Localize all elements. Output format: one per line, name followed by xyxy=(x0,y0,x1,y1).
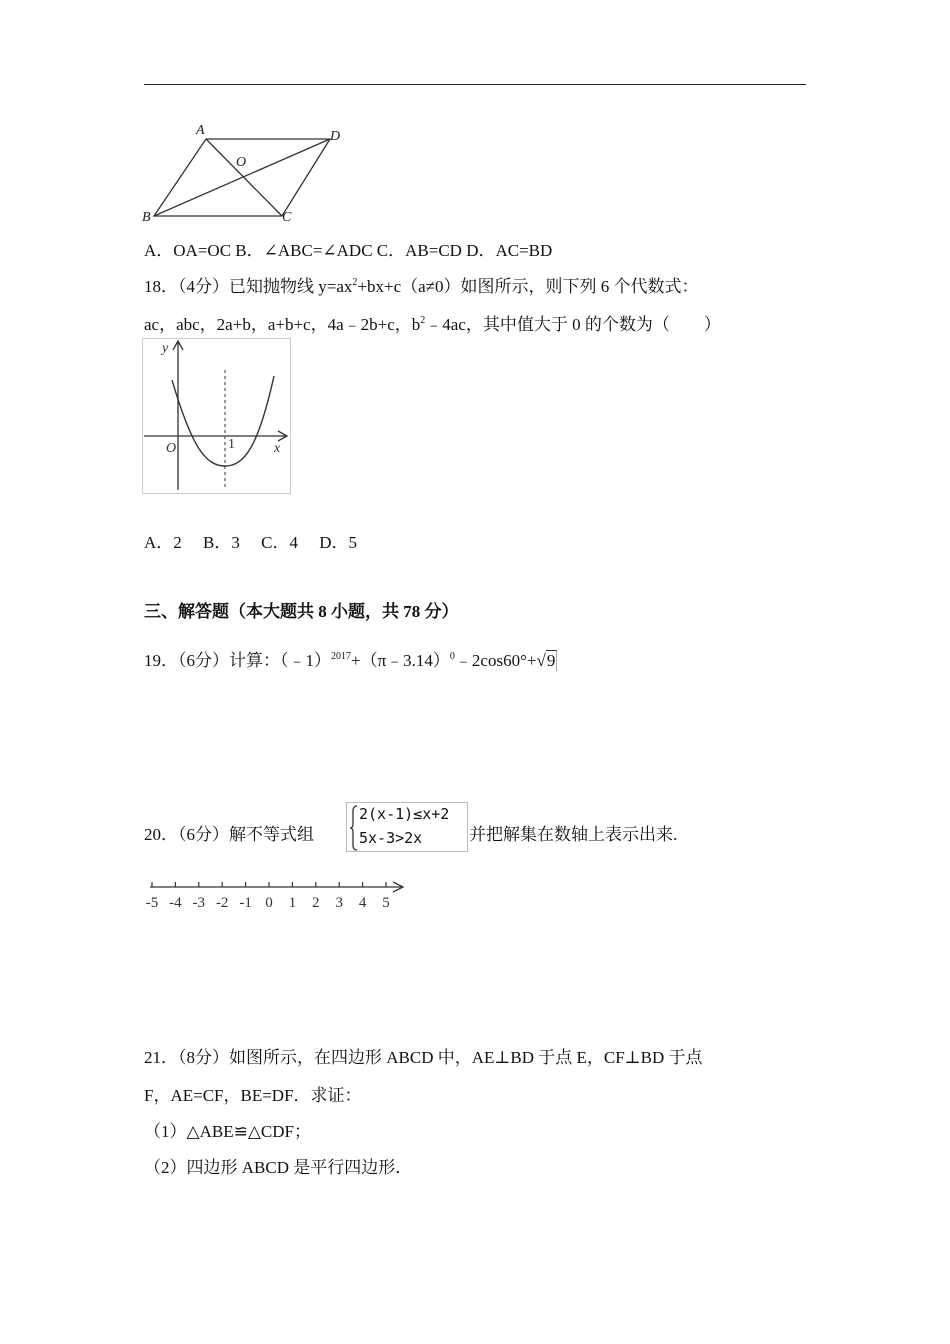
parallelogram-figure xyxy=(140,120,350,225)
graph-label-origin: O xyxy=(166,441,177,456)
q21-line2: F，AE=CF，BE=DF．求证： xyxy=(144,1086,362,1105)
number-line-label: 0 xyxy=(265,895,273,911)
graph-label-one: 1 xyxy=(228,437,235,452)
q21-part2: （2）四边形 ABCD 是平行四边形． xyxy=(144,1158,413,1177)
number-line-label: 4 xyxy=(358,895,367,911)
number-line-label: -4 xyxy=(169,895,182,911)
number-line xyxy=(140,874,410,914)
q19-line: 19．（6分）计算：（﹣1）$^{2017}$+（π﹣3.14）$^0$﹣2cos60°+√9 xyxy=(144,651,556,670)
q18-options: A．2 B．3 C．4 D．5 xyxy=(144,533,357,552)
inequality-1: 2(x-1)≤x+2 xyxy=(359,805,450,823)
number-line-label: 5 xyxy=(382,895,390,911)
diagonal-ac xyxy=(206,139,282,216)
number-line-label: 3 xyxy=(335,895,343,911)
q21-line1: 21．（8分）如图所示，在四边形 ABCD 中，AE⊥BD 于点 E，CF⊥BD 于点 xyxy=(144,1048,703,1067)
section3-title: 三、解答题（本大题共 8 小题，共 78 分） xyxy=(144,602,459,621)
q20-suffix: 并把解集在数轴上表示出来. xyxy=(469,825,678,844)
label-a: A xyxy=(196,123,205,138)
graph-frame xyxy=(143,339,291,494)
label-o: O xyxy=(236,155,247,170)
q18-line2: ac，abc，2a+b，a+b+c，4a﹣2b+c，$b^2﹣4ac$，其中值大于 0 的个数为（ ） xyxy=(144,315,721,334)
graph-label-x: x xyxy=(274,441,281,456)
number-line-label: -1 xyxy=(239,895,252,911)
q17-options: A．OA=OC B．∠ABC=∠ADC C．AB=CD D．AC=BD xyxy=(144,241,553,260)
left-brace-icon xyxy=(349,805,359,851)
inequality-2: 5x-3>2x xyxy=(359,829,423,847)
label-d: D xyxy=(330,129,341,144)
q21-part1: （1）△ABE≌△CDF； xyxy=(144,1122,311,1141)
sqrt-radicand: 9 xyxy=(546,651,556,670)
label-b: B xyxy=(142,210,151,225)
number-line-label: 1 xyxy=(288,895,297,911)
parabola-curve xyxy=(172,376,274,466)
number-line-label: 2 xyxy=(312,895,320,911)
number-line-label: -5 xyxy=(145,895,159,911)
number-line-label: -3 xyxy=(192,895,206,911)
header-rule xyxy=(144,84,806,85)
q18-line1: 18．（4分）已知抛物线 $y=ax^2+bx+c(a\ne 0)$如图所示，则下列 6 个代数式： xyxy=(144,277,699,296)
inequality-system xyxy=(346,802,468,852)
sqrt-sign: √ xyxy=(536,651,546,670)
label-c: C xyxy=(282,210,292,225)
q20-prefix: 20．（6分）解不等式组 xyxy=(144,825,314,844)
number-line-label: -2 xyxy=(215,895,229,911)
parabola-graph xyxy=(142,338,294,496)
graph-label-y: y xyxy=(162,341,169,356)
